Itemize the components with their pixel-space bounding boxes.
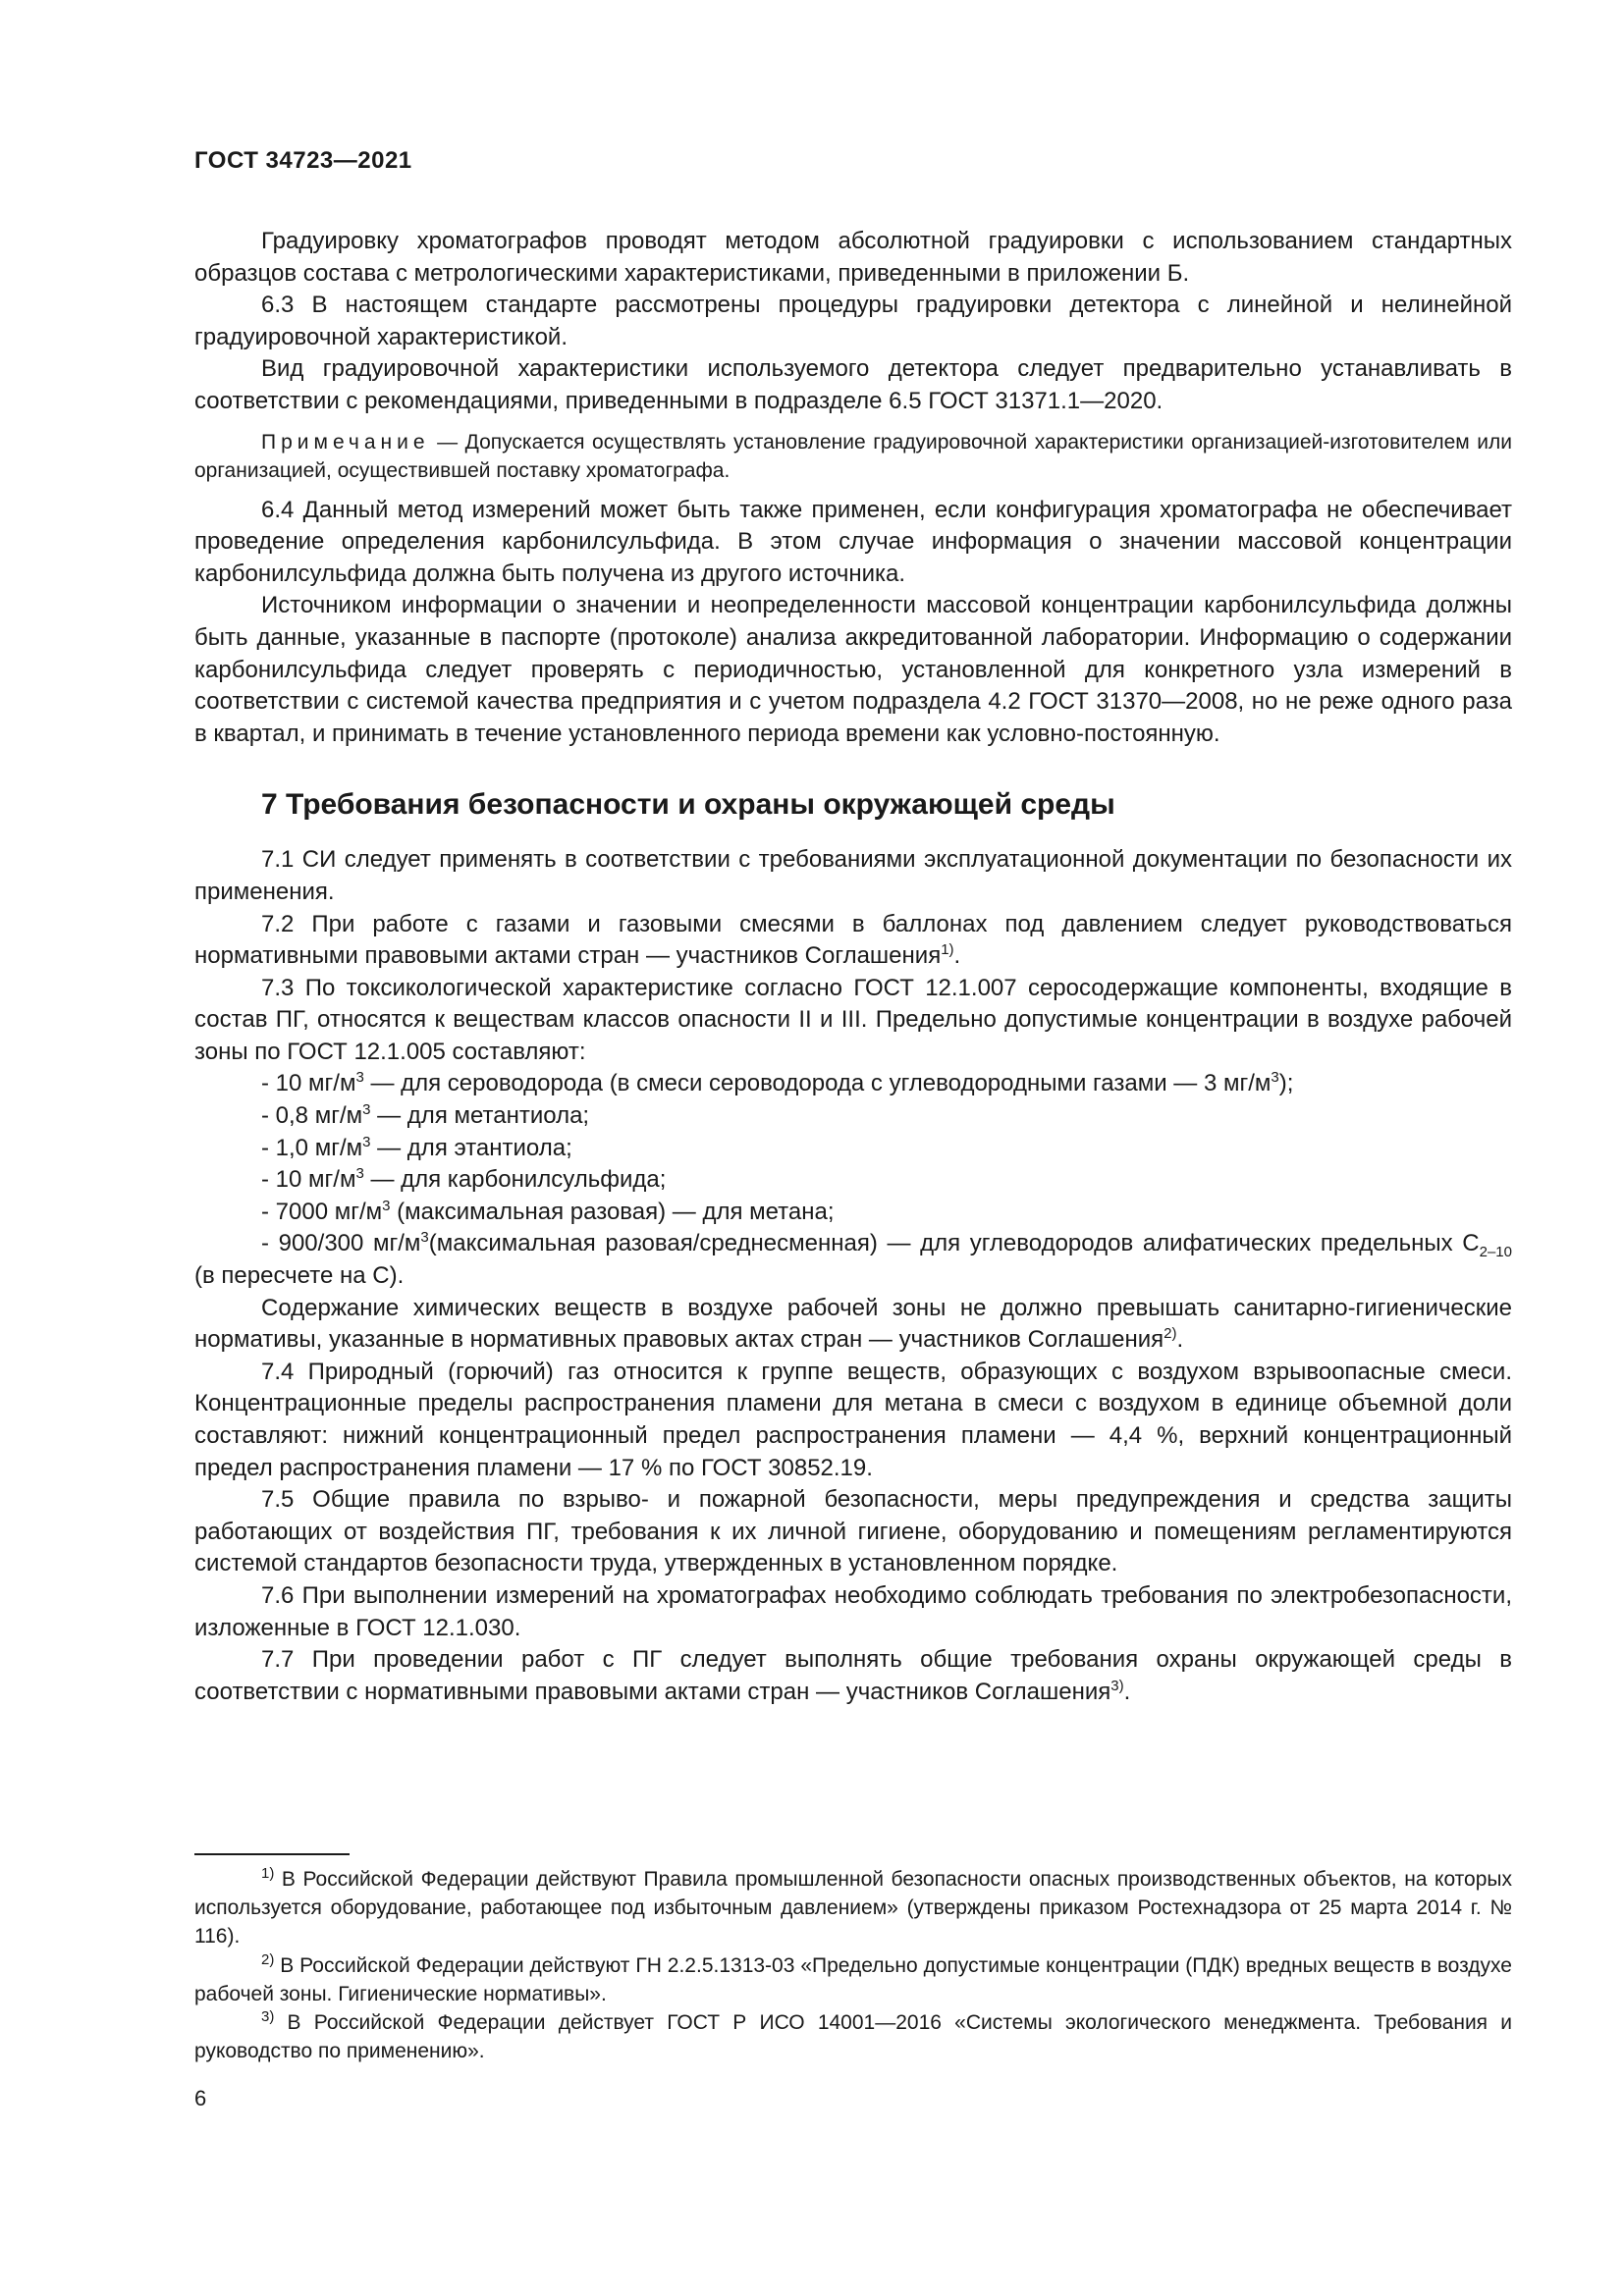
page-number: 6 [194, 2086, 207, 2110]
paragraph: 6.4 Данный метод измерений может быть также применен, если конфигурация хроматографа не обеспечивает проведение определения карбонилсульфида. В этом случае информация о значении массовой концентрации карбонилсульфида должна быть получена из другого источника. [194, 496, 1512, 587]
list-item-text: (в пересчете на С). [194, 1262, 405, 1290]
document-body [194, 226, 1512, 1708]
list-item-text: — для сероводорода (в смеси сероводорода с углеводородными газами — 3 мг/м [363, 1070, 1272, 1097]
footnote [194, 2008, 1512, 2065]
list-item [194, 1133, 1512, 1165]
paragraph [194, 1293, 1512, 1357]
footnote-text: В Российской Федерации действуют ГН 2.2.5.1313-03 «Предельно допустимые концентрации (ПДК) вредных веществ в воздухе рабочей зоны. Гигиенические нормативы». [194, 1953, 1512, 2005]
list-item [194, 1100, 1512, 1133]
paragraph [194, 909, 1512, 973]
list-item-text: ); [1278, 1070, 1294, 1097]
paragraph: 7.4 Природный (горючий) газ относится к группе веществ, образующих с воздухом взрывоопасные смеси. Концентрационные пределы распространения пламени для метана в смеси с воздухом в единице объемной доли составляют: нижний концентрационный предел распространения пламени — 4,4 %, верхний концентрационный предел распространения пламени — 17 % по ГОСТ 30852.19. [194, 1358, 1512, 1481]
superscript: 3 [362, 1133, 371, 1150]
paragraph: 6.3 В настоящем стандарте рассмотрены процедуры градуировки детектора с линейной и нелинейной градуировочной характеристикой. [194, 292, 1512, 350]
paragraph: Вид градуировочной характеристики используемого детектора следует предварительно устанавливать в соответствии с рекомендациями, приведенными в подразделе 6.5 ГОСТ 31371.1—2020. [194, 355, 1512, 414]
paragraph-end: . [1123, 1678, 1131, 1705]
superscript: 3 [420, 1229, 429, 1247]
list-item-text: (максимальная разовая) — для метана; [390, 1198, 835, 1225]
superscript: 3 [362, 1101, 371, 1119]
list-item [194, 1068, 1512, 1100]
list-item [194, 1164, 1512, 1197]
footnote-mark: 1) [261, 1865, 275, 1882]
list-item-text: - 10 мг/м [261, 1070, 356, 1097]
note-label: Примечание [261, 430, 430, 454]
paragraph-text: 7.2 При работе с газами и газовыми смесями в баллонах под давлением следует руководствоваться нормативными правовыми актами стран — участников Соглашения [194, 910, 1512, 970]
footnote-ref: 1) [941, 941, 954, 959]
list-item-text: — для этантиола; [370, 1134, 572, 1161]
superscript: 3 [355, 1069, 364, 1087]
footnote [194, 1865, 1512, 1951]
paragraph [194, 1644, 1512, 1708]
footnote-text: В Российской Федерации действует ГОСТ Р ИСО 14001—2016 «Системы экологического менеджмента. Требования и руководство по применению». [194, 2011, 1512, 2063]
note [194, 428, 1512, 485]
footnote-ref: 3) [1110, 1677, 1124, 1694]
paragraph: Источником информации о значении и неопределенности массовой концентрации карбонилсульфида должны быть данные, указанные в паспорте (протоколе) анализа аккредитованной лаборатории. Информацию о содержании карбонилсульфида следует проверять с периодичностью, установленной для конкретного узла измерений в соответствии с системой качества предприятия и с учетом подраздела 4.2 ГОСТ 31370—2008, но не реже одного раза в квартал, и принимать в течение установленного периода времени как условно-постоянную. [194, 592, 1512, 747]
paragraph-text: 7.7 При проведении работ с ПГ следует выполнять общие требования охраны окружающей среды в соответствии с нормативными правовыми актами стран — участников Соглашения [194, 1646, 1512, 1705]
list-item-text: - 10 мг/м [261, 1166, 356, 1194]
footnotes [194, 1865, 1512, 2065]
superscript: 3 [1271, 1069, 1279, 1087]
paragraph-end: . [1176, 1326, 1184, 1354]
paragraph-text: Содержание химических веществ в воздухе рабочей зоны не должно превышать санитарно-гигиенические нормативы, указанные в нормативных правовых актах стран — участников Соглашения [194, 1294, 1512, 1354]
footnote-ref: 2) [1164, 1325, 1177, 1343]
list-item-text: - 0,8 мг/м [261, 1102, 363, 1130]
list-item-text: (максимальная разовая/среднесменная) — для углеводородов алифатических предельных С [428, 1230, 1480, 1257]
superscript: 3 [355, 1165, 364, 1183]
paragraph: 7.3 По токсикологической характеристике согласно ГОСТ 12.1.007 серосодержащие компоненты, входящие в состав ПГ, относятся к веществам классов опасности II и III. Предельно допустимые концентрации в воздухе рабочей зоны по ГОСТ 12.1.005 составляют: [194, 974, 1512, 1065]
list-item-text: - 1,0 мг/м [261, 1134, 363, 1161]
paragraph-end: . [953, 942, 961, 970]
footnote-mark: 3) [261, 2008, 275, 2026]
list-item [194, 1197, 1512, 1229]
page-header: ГОСТ 34723—2021 [194, 147, 412, 174]
subscript: 2–10 [1479, 1244, 1512, 1261]
footnote [194, 1951, 1512, 2008]
paragraph: 7.1 СИ следует применять в соответствии с требованиями эксплуатационной документации по безопасности их применения. [194, 846, 1512, 905]
list-item [194, 1228, 1512, 1292]
list-item-text: - 900/300 мг/м [261, 1230, 421, 1257]
list-item-text: — для метантиола; [370, 1102, 590, 1130]
note-text: — Допускается осуществлять установление градуировочной характеристики организацией-изготовителем или организацией, осуществившей поставку хроматографа. [194, 430, 1512, 482]
footnote-mark: 2) [261, 1950, 275, 1968]
paragraph: 7.5 Общие правила по взрыво- и пожарной безопасности, меры предупреждения и средства защиты работающих от воздействия ПГ, требования к их личной гигиене, оборудованию и помещениям регламентируются системой стандартов безопасности труда, утвержденных в установленном порядке. [194, 1486, 1512, 1577]
footnote-divider [194, 1853, 350, 1855]
paragraph: 7.6 При выполнении измерений на хроматографах необходимо соблюдать требования по электробезопасности, изложенные в ГОСТ 12.1.030. [194, 1581, 1512, 1641]
section-title: 7 Требования безопасности и охраны окружающей среды [261, 788, 1115, 822]
paragraph: Градуировку хроматографов проводят методом абсолютной градуировки с использованием стандартных образцов состава с метрологическими характеристиками, приведенными в приложении Б. [194, 228, 1512, 287]
superscript: 3 [382, 1197, 391, 1214]
list-item-text: - 7000 мг/м [261, 1198, 383, 1225]
footnote-text: В Российской Федерации действуют Правила промышленной безопасности опасных производственных объектов, на которых используется оборудование, работающее под избыточным давлением» (утверждены приказом Ростехнадзора от 25 марта 2014 г. № 116). [194, 1868, 1512, 1949]
list-item-text: — для карбонилсульфида; [363, 1166, 667, 1194]
